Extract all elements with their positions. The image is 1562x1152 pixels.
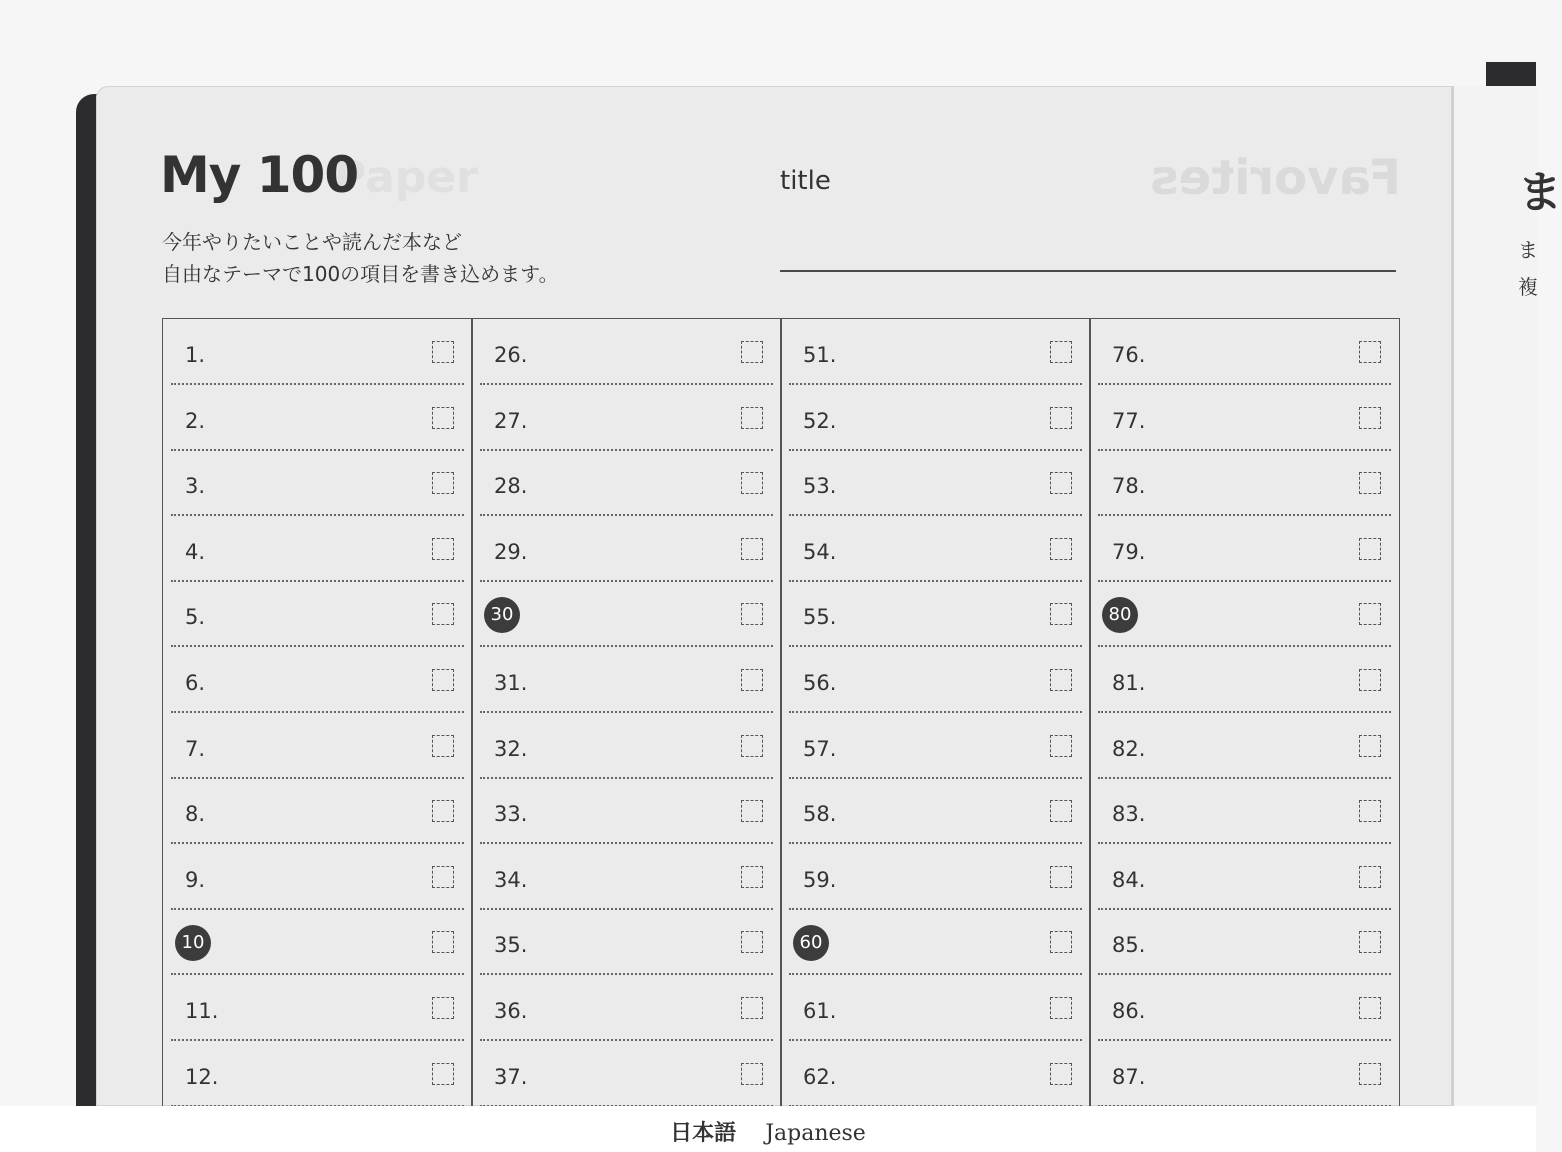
checkbox[interactable] <box>1050 997 1072 1019</box>
item-number: 77. <box>1112 408 1146 433</box>
list-item[interactable] <box>781 909 1090 975</box>
caption-english: Japanese <box>765 1121 866 1146</box>
list-item[interactable] <box>472 319 781 385</box>
list-item[interactable] <box>781 581 1090 647</box>
list-item[interactable] <box>163 450 472 516</box>
list-item[interactable] <box>1090 647 1399 713</box>
list-item[interactable] <box>472 385 781 451</box>
checkbox[interactable] <box>741 407 763 429</box>
checkbox[interactable] <box>741 800 763 822</box>
list-grid <box>162 318 1400 1107</box>
checkbox[interactable] <box>741 341 763 363</box>
checkbox[interactable] <box>1359 341 1381 363</box>
item-number: 9. <box>185 867 206 892</box>
list-item[interactable] <box>781 319 1090 385</box>
checkbox[interactable] <box>1359 931 1381 953</box>
checkbox[interactable] <box>1359 866 1381 888</box>
list-item[interactable] <box>472 516 781 582</box>
list-item[interactable] <box>1090 844 1399 910</box>
caption <box>0 1116 1536 1147</box>
list-item[interactable] <box>163 975 472 1041</box>
list-item[interactable] <box>1090 713 1399 779</box>
list-item[interactable] <box>781 713 1090 779</box>
list-item[interactable] <box>163 647 472 713</box>
item-number: 62. <box>803 1064 837 1089</box>
item-number: 3. <box>185 474 206 499</box>
checkbox[interactable] <box>1359 1063 1381 1085</box>
checkbox[interactable] <box>741 1063 763 1085</box>
item-number: 79. <box>1112 539 1146 564</box>
checkbox[interactable] <box>1050 407 1072 429</box>
list-item[interactable] <box>472 1041 781 1107</box>
item-number: 57. <box>803 736 837 761</box>
list-item[interactable] <box>1090 909 1399 975</box>
item-number: 12. <box>185 1064 219 1089</box>
item-number: 84. <box>1112 867 1146 892</box>
list-item[interactable] <box>781 385 1090 451</box>
checkbox[interactable] <box>1359 669 1381 691</box>
page-title: My 100 <box>160 146 359 204</box>
milestone-badge: 80 <box>1102 597 1138 633</box>
checkbox[interactable] <box>1050 341 1072 363</box>
list-item[interactable] <box>163 516 472 582</box>
item-number: 53. <box>803 474 837 499</box>
checkbox[interactable] <box>1359 800 1381 822</box>
list-item[interactable] <box>163 1041 472 1107</box>
list-item[interactable] <box>1090 581 1399 647</box>
list-item[interactable] <box>1090 385 1399 451</box>
list-item[interactable] <box>472 647 781 713</box>
item-number: 85. <box>1112 933 1146 958</box>
item-number: 55. <box>803 605 837 630</box>
list-item[interactable] <box>472 581 781 647</box>
description-line-2: 自由なテーマで100の項目を書き込めます。 <box>162 262 559 286</box>
item-number: 56. <box>803 671 837 695</box>
checkbox[interactable] <box>1050 1063 1072 1085</box>
list-item[interactable] <box>781 1041 1090 1107</box>
checkbox[interactable] <box>1050 800 1072 822</box>
item-number: 28. <box>494 474 528 499</box>
list-item[interactable] <box>1090 516 1399 582</box>
show-through-paper-text: Paper <box>334 152 478 203</box>
item-number: 26. <box>494 343 528 367</box>
caption-japanese: 日本語 <box>670 1121 737 1146</box>
checkbox[interactable] <box>432 800 454 822</box>
checkbox[interactable] <box>741 866 763 888</box>
list-item[interactable] <box>163 319 472 385</box>
checkbox[interactable] <box>1050 472 1072 494</box>
checkbox[interactable] <box>432 407 454 429</box>
list-item[interactable] <box>472 844 781 910</box>
checkbox[interactable] <box>741 538 763 560</box>
list-item[interactable] <box>472 713 781 779</box>
list-item[interactable] <box>781 844 1090 910</box>
next-page-text <box>1518 156 1562 300</box>
item-number: 33. <box>494 802 528 827</box>
item-number: 8. <box>185 802 206 827</box>
list-item[interactable] <box>781 516 1090 582</box>
checkbox[interactable] <box>1050 931 1072 953</box>
item-number: 29. <box>494 539 528 564</box>
item-number: 31. <box>494 671 528 695</box>
item-number: 35. <box>494 933 528 958</box>
show-through-favorites-text: Favorites <box>1150 150 1401 206</box>
list-item[interactable] <box>781 450 1090 516</box>
item-number: 1. <box>185 343 206 367</box>
item-number: 61. <box>803 999 837 1023</box>
checkbox[interactable] <box>741 931 763 953</box>
next-page-line1: ま <box>1518 238 1538 262</box>
checkbox[interactable] <box>432 538 454 560</box>
list-item[interactable] <box>781 975 1090 1041</box>
checkbox[interactable] <box>1050 866 1072 888</box>
checkbox[interactable] <box>1359 472 1381 494</box>
item-number: 52. <box>803 408 837 433</box>
checkbox[interactable] <box>432 669 454 691</box>
list-item[interactable] <box>163 581 472 647</box>
checkbox[interactable] <box>1050 603 1072 625</box>
item-number: 51. <box>803 343 837 367</box>
milestone-badge: 10 <box>175 925 211 961</box>
title-field-label: title <box>780 166 831 196</box>
checkbox[interactable] <box>1050 538 1072 560</box>
checkbox[interactable] <box>432 735 454 757</box>
checkbox[interactable] <box>1359 997 1381 1019</box>
checkbox[interactable] <box>1359 538 1381 560</box>
item-number: 2. <box>185 408 206 433</box>
checkbox[interactable] <box>432 931 454 953</box>
item-number: 37. <box>494 1064 528 1089</box>
list-item[interactable] <box>781 778 1090 844</box>
list-item[interactable] <box>163 385 472 451</box>
item-number: 86. <box>1112 999 1146 1023</box>
item-number: 82. <box>1112 736 1146 761</box>
list-item[interactable] <box>1090 450 1399 516</box>
description-line-1: 今年やりたいことや読んだ本など <box>162 230 462 254</box>
title-write-line[interactable] <box>780 270 1396 272</box>
checkbox[interactable] <box>741 472 763 494</box>
item-number: 11. <box>185 999 219 1023</box>
list-item[interactable] <box>472 778 781 844</box>
item-number: 81. <box>1112 671 1146 695</box>
checkbox[interactable] <box>1359 407 1381 429</box>
list-item[interactable] <box>163 909 472 975</box>
item-number: 27. <box>494 408 528 433</box>
list-item[interactable] <box>1090 778 1399 844</box>
item-number: 54. <box>803 539 837 564</box>
list-item[interactable] <box>1090 1041 1399 1107</box>
checkbox[interactable] <box>741 603 763 625</box>
next-page-heading-char: ま <box>1518 167 1562 218</box>
item-number: 4. <box>185 539 206 564</box>
item-number: 6. <box>185 671 206 695</box>
item-number: 87. <box>1112 1064 1146 1089</box>
checkbox[interactable] <box>1050 735 1072 757</box>
checkbox[interactable] <box>1359 735 1381 757</box>
checkbox[interactable] <box>432 472 454 494</box>
checkbox[interactable] <box>432 603 454 625</box>
checkbox[interactable] <box>741 997 763 1019</box>
checkbox[interactable] <box>1050 669 1072 691</box>
list-item[interactable] <box>781 647 1090 713</box>
milestone-badge: 60 <box>793 925 829 961</box>
list-item[interactable] <box>1090 319 1399 385</box>
item-number: 34. <box>494 867 528 892</box>
item-number: 76. <box>1112 343 1146 367</box>
next-page-line2: 複 <box>1518 275 1538 299</box>
item-number: 36. <box>494 999 528 1023</box>
item-number: 58. <box>803 802 837 827</box>
item-number: 7. <box>185 736 206 761</box>
checkbox[interactable] <box>432 997 454 1019</box>
list-item[interactable] <box>163 778 472 844</box>
item-number: 83. <box>1112 802 1146 827</box>
item-number: 32. <box>494 736 528 761</box>
list-item[interactable] <box>1090 975 1399 1041</box>
list-item[interactable] <box>472 975 781 1041</box>
checkbox[interactable] <box>432 341 454 363</box>
list-item[interactable] <box>472 909 781 975</box>
list-item[interactable] <box>163 844 472 910</box>
checkbox[interactable] <box>741 735 763 757</box>
item-number: 78. <box>1112 474 1146 499</box>
item-number: 59. <box>803 867 837 892</box>
checkbox[interactable] <box>1359 603 1381 625</box>
item-number: 5. <box>185 605 206 630</box>
list-item[interactable] <box>163 713 472 779</box>
checkbox[interactable] <box>432 866 454 888</box>
checkbox[interactable] <box>432 1063 454 1085</box>
checkbox[interactable] <box>741 669 763 691</box>
milestone-badge: 30 <box>484 597 520 633</box>
list-item[interactable] <box>472 450 781 516</box>
